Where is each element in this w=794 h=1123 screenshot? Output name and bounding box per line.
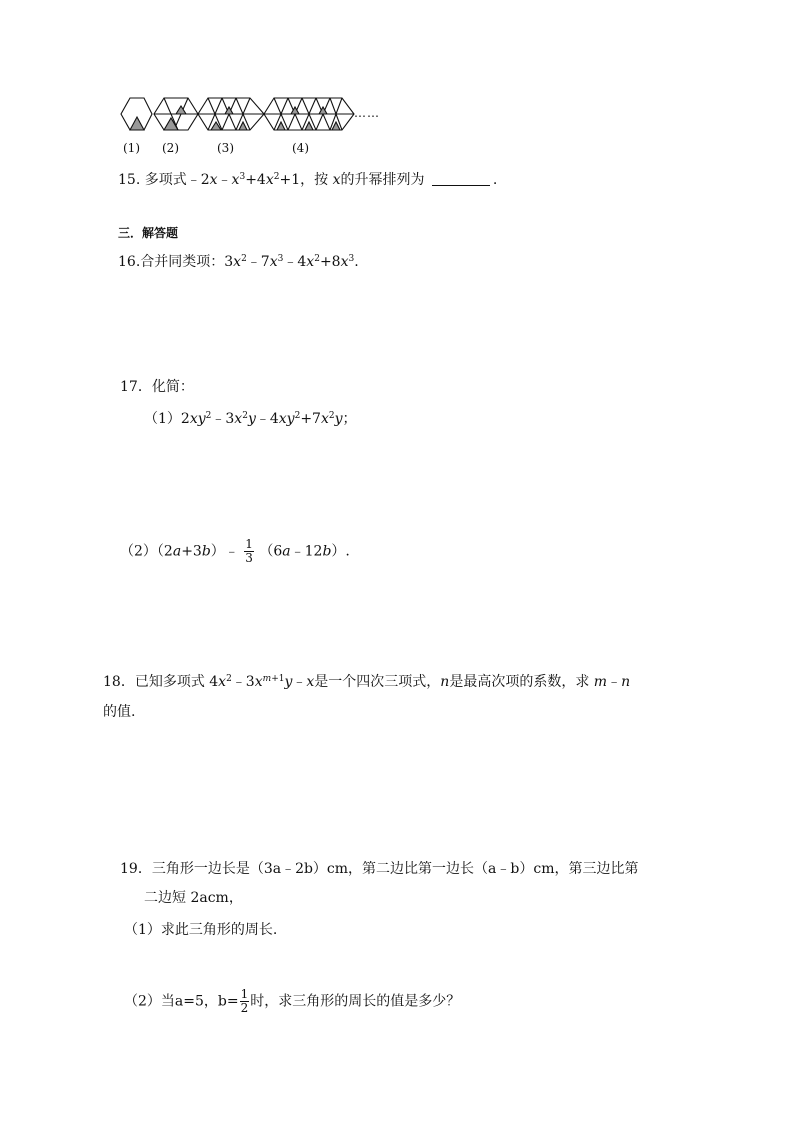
question-17-part-2: （2）（2a+3b）﹣ $\frac{1}{3}$ （6a﹣12b）. bbox=[120, 537, 350, 565]
q17-p2-prefix: （2）（2 bbox=[120, 543, 173, 560]
figure-ellipsis: …… bbox=[354, 106, 380, 120]
q18-op2: ﹣ bbox=[292, 674, 307, 690]
q15-answer-blank[interactable] bbox=[432, 173, 490, 186]
frac-denominator: 3 bbox=[245, 551, 253, 565]
question-19-part-2 bbox=[124, 988, 460, 1015]
question-17-title: 17．化简： bbox=[120, 379, 194, 395]
q17-p1-end: ； bbox=[342, 411, 357, 427]
q18-op1: ﹣3 bbox=[231, 674, 255, 690]
q17-p2-op1: +3 bbox=[181, 543, 202, 560]
question-15: 15. 多项式$﹣2x﹣x^3+4x^2+1$，按 x的升幂排列为 . bbox=[118, 172, 498, 188]
figure-label-2: (2) bbox=[162, 141, 179, 155]
question-17-part-1: $(1)2xy^2﹣3x^2y﹣4xy^2+7x^2y$； bbox=[144, 411, 357, 427]
question-18-line-2: 的值. bbox=[103, 704, 136, 720]
q18-text1: 是一个四次三项式， bbox=[314, 674, 441, 690]
q15-op2: +4 bbox=[245, 172, 266, 188]
q19-p2-prefix: （2）当a=5，b= bbox=[124, 993, 239, 1010]
q18-label: 18．已知多项式 4 bbox=[103, 674, 219, 690]
q18-text2: 是最高次项的系数，求 bbox=[449, 674, 590, 690]
q18-op3: ﹣ bbox=[607, 674, 622, 690]
q19-p2-suffix: 时，求三角形的周长的值是多少？ bbox=[250, 993, 461, 1010]
frac-numerator: 1 bbox=[245, 537, 253, 551]
pattern-1 bbox=[121, 98, 152, 130]
q17-p1-op1: ﹣3 bbox=[211, 411, 235, 427]
figure-label-3: (3) bbox=[217, 141, 234, 155]
figure-label-1: (1) bbox=[123, 141, 140, 155]
pattern-3 bbox=[198, 98, 264, 130]
q16-op3: +8 bbox=[319, 254, 341, 270]
question-19-line-2: 二边短 2acm， bbox=[144, 890, 243, 906]
hexagon-pattern-svg bbox=[118, 94, 358, 134]
q15-prefix: 多项式﹣2 bbox=[144, 172, 210, 188]
q17-p1-prefix: （1）2 bbox=[144, 411, 190, 427]
q16-end: . bbox=[354, 254, 359, 270]
q16-op1: ﹣7 bbox=[246, 254, 270, 270]
pattern-4 bbox=[264, 98, 354, 130]
question-18-line-1: 18．已知多项式 $4x^2﹣3x^{m+1}y﹣x$是一个四次三项式，n是最高次项的系数，求 m﹣n bbox=[103, 674, 631, 690]
q16-label: 16.合并同类项：3 bbox=[118, 254, 234, 270]
figure-label-4: (4) bbox=[292, 141, 309, 155]
fraction-one-third bbox=[244, 538, 254, 565]
pattern-2 bbox=[154, 98, 198, 130]
question-19-part-1: （1）求此三角形的周长. bbox=[124, 922, 278, 938]
q15-op1: ﹣ bbox=[217, 172, 232, 188]
q17-p1-op2: ﹣4 bbox=[255, 411, 279, 427]
q15-suffix: 的升幂排列为 bbox=[340, 172, 425, 188]
question-16: 16.合并同类项：$3x^2﹣7x^3﹣4x^2+8x^3$. bbox=[118, 254, 359, 270]
q17-p2-end: ）. bbox=[331, 543, 350, 560]
hexagon-pattern-figure bbox=[118, 94, 358, 137]
q16-op2: ﹣4 bbox=[283, 254, 307, 270]
section-heading: 三．解答题 bbox=[118, 226, 179, 240]
question-19-line-1: 19．三角形一边长是（3a﹣2b）cm，第二边比第一边长（a﹣b）cm，第三边比第 bbox=[120, 861, 639, 877]
q15-number: 15. bbox=[118, 172, 141, 188]
q15-end: . bbox=[492, 172, 498, 188]
fraction-one-half bbox=[240, 988, 250, 1015]
frac-denominator: 2 bbox=[240, 1001, 249, 1015]
q17-p2-op4: ﹣12 bbox=[290, 543, 323, 560]
q17-p2-op3: （6 bbox=[259, 543, 283, 560]
q15-op3: +1，按 bbox=[279, 172, 329, 188]
q17-p2-op2: ）﹣ bbox=[210, 543, 239, 560]
frac-numerator: 1 bbox=[240, 987, 249, 1001]
q17-p1-op3: +7 bbox=[300, 411, 321, 427]
